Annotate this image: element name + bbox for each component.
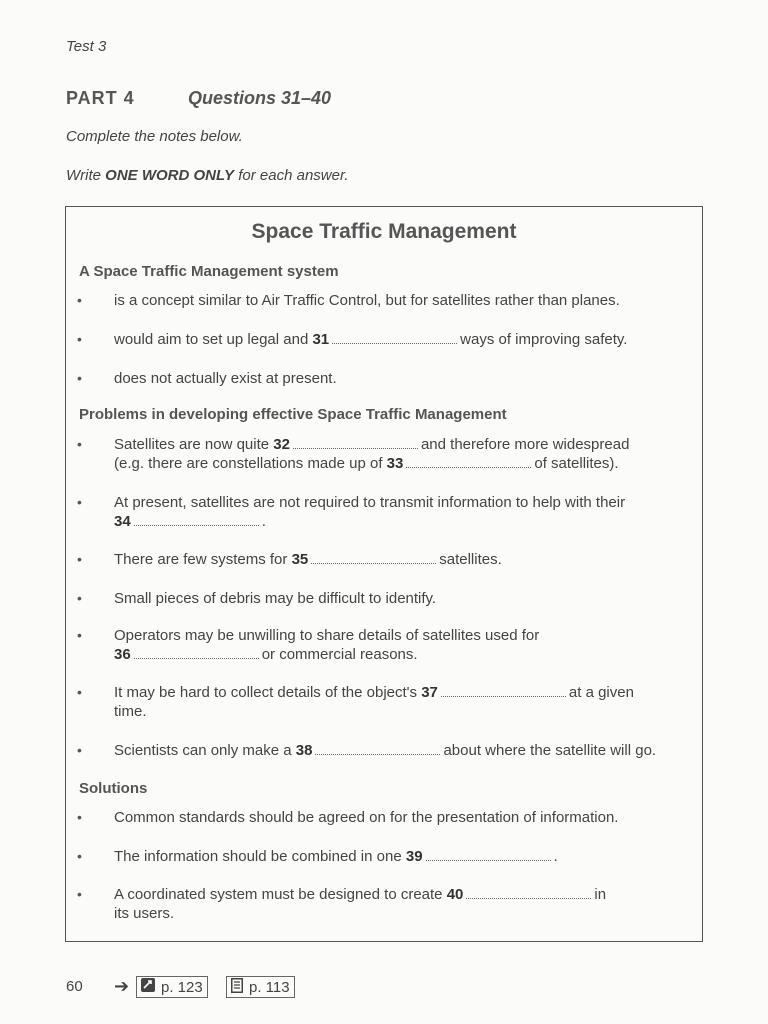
note-item: Operators may be unwilling to share details of satellites used for 36 or commercial reasons. [114,627,540,663]
section-heading-problems: Problems in developing effective Space Traffic Management [79,406,507,423]
question-number: 40 [446,886,464,903]
document-icon [231,978,243,997]
note-item: At present, satellites are not required to transmit information to help with their 34 . [114,494,626,530]
answer-gap-35[interactable] [311,560,436,564]
part-label: PART 4 [66,88,135,108]
bullet-icon: • [77,436,82,452]
note-item: The information should be combined in one 39 . [114,848,558,865]
page-footer [66,976,290,996]
answer-gap-37[interactable] [441,693,566,697]
bullet-icon: • [77,370,82,386]
section-heading-solutions: Solutions [79,780,148,797]
note-item: It may be hard to collect details of the object's 37 at a given time. [114,684,634,720]
section-heading-system: A Space Traffic Management system [79,263,339,280]
arrow-right-icon: ➔ [114,976,130,996]
note-item: Small pieces of debris may be difficult to identify. [114,590,437,607]
bullet-icon: • [77,742,82,758]
question-number: 39 [405,848,423,865]
question-number: 35 [291,551,309,568]
test-label: Test 3 [66,38,107,55]
answer-gap-39[interactable] [426,857,551,861]
answer-gap-33[interactable] [406,464,531,468]
note-item: Common standards should be agreed on for the presentation of information. [114,809,619,826]
note-item: Satellites are now quite 32 and therefore more widespread (e.g. there are constellations made up of 33 of satellites). [114,436,630,472]
questions-range: Questions 31–40 [188,88,332,108]
notes-box [65,206,703,942]
bullet-icon: • [77,886,82,902]
answer-key-reference[interactable]: p. 123 [136,976,208,998]
answer-gap-36[interactable] [134,655,259,659]
question-number: 33 [386,455,404,472]
note-item: There are few systems for 35 satellites. [114,551,502,568]
word-limit-emphasis: ONE WORD ONLY [105,167,235,184]
note-item: does not actually exist at present. [114,370,337,387]
note-item: is a concept similar to Air Traffic Control, but for satellites rather than planes. [114,292,620,309]
answer-gap-40[interactable] [466,895,591,899]
question-number: 34 [114,513,131,530]
note-item: Scientists can only make a 38 about where the satellite will go. [114,742,657,759]
bullet-icon: • [77,627,82,643]
page-number: 60 [66,978,83,995]
answer-gap-34[interactable] [134,522,259,526]
notes-title: Space Traffic Management [251,220,517,243]
bullet-icon: • [77,331,82,347]
answer-gap-38[interactable] [315,751,440,755]
bullet-icon: • [77,684,82,700]
question-number: 38 [295,742,313,759]
audio-script-icon [141,978,155,996]
instruction-complete: Complete the notes below. [66,128,243,145]
bullet-icon: • [77,551,82,567]
instruction-word-limit: Write ONE WORD ONLY for each answer. [66,167,349,184]
bullet-icon: • [77,809,82,825]
question-number: 31 [312,331,330,348]
bullet-icon: • [77,848,82,864]
question-number: 36 [114,646,131,663]
transcript-reference[interactable]: p. 113 [226,976,295,998]
bullet-icon: • [77,292,82,308]
part-heading [66,88,332,109]
note-item: A coordinated system must be designed to create 40 in its users. [114,886,607,922]
answer-gap-32[interactable] [293,445,418,449]
note-item: would aim to set up legal and 31 ways of improving safety. [114,331,628,348]
bullet-icon: • [77,590,82,606]
bullet-icon: • [77,494,82,510]
answer-gap-31[interactable] [332,340,457,344]
question-number: 37 [421,684,438,701]
question-number: 32 [273,436,290,453]
